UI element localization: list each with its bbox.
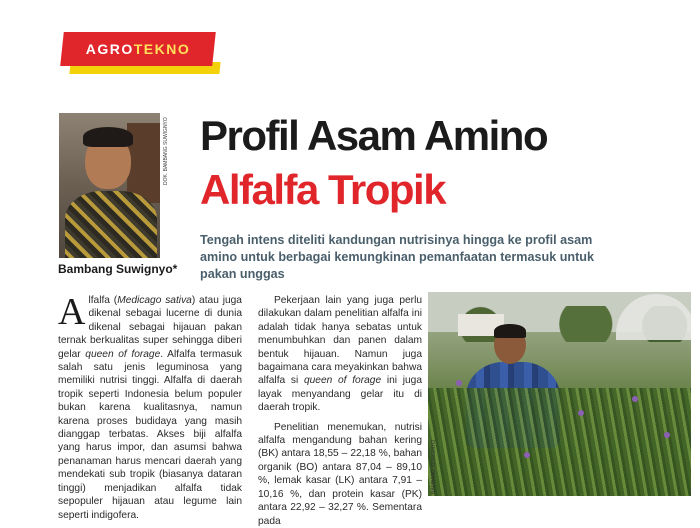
field-photo-credit: BAMBANG SUWIGNYO [431,439,437,494]
section-tag-pointer [92,56,104,66]
author-photo [59,113,160,258]
author-photo-hair [83,127,133,147]
text-run: . Alfalfa termasuk salah satu jenis leguminosa yang memiliki nutrisi tinggi. Alfalfa di daerah tropik seperti Indonesia belum populer bukan karena kualitasnya, namun karena proses budidaya yang masih dianggap terbatas. Akses biji alfalfa yang harus impor, dan asumsi bahwa penanaman harus mencari daerah yang mendekati sub tropik (biasanya dataran tinggi) menjadikan alfalfa tidak sepopuler hijauan atau legume lain seperti indigofera. [58,348,243,521]
paragraph [258,294,422,415]
photo-flower [632,396,638,402]
photo-flower [578,410,584,416]
text-run: lfalfa ( [88,295,118,306]
photo-person-hair [494,324,526,338]
section-tag-label [62,32,214,66]
field-photo [428,292,691,496]
section-tag-part2: TEKNO [133,41,191,57]
article-subtitle: Tengah intens diteliti kandungan nutrisinya hingga ke profil asam amino untuk berbagai kemungkinan pemanfaatan termasuk untuk pakan unggas [200,233,594,281]
text-run: Pekerjaan lain yang juga perlu dilakukan dalam penelitian alfalfa ini adalah tidak hanya sebatas untuk menumbuhkan dan panen dalam bentuk hijauan. Namun juga bagaimana cara meyakinkan bahwa alfalfa si [258,295,422,387]
article-title-line2: Alfalfa Tropik [200,166,446,213]
author-photo-shirt [65,191,157,258]
author-name: Bambang Suwignyo* [58,262,178,276]
section-tag [62,32,214,66]
body-column-2 [258,294,422,528]
paragraph [58,291,243,522]
photo-flower [456,380,462,386]
section-tag-part1: AGRO [85,41,134,57]
paragraph: Penelitian menemukan, nutrisi alfalfa mengandung bahan kering (BK) antara 18,55 – 22,18 %, bahan organik (BO) antara 87,04 – 89,10 %, lemak kasar (LK) antara 7,91 – 10,16 %, dan protein kasar (PK) antara 22,92 – 32,27 %. Sementara pada [258,421,422,527]
italic-term: Medicago sativa [117,295,192,306]
article-title-line1: Profil Asam Amino [200,112,548,159]
photo-flower [664,432,670,438]
photo-alfalfa-plants [428,388,691,496]
italic-term: queen of forage [85,348,161,360]
text-run: ini juga layak menyandang gelar itu di daerah tropik. [258,375,422,414]
italic-term: queen of forage [303,375,382,387]
body-column-1 [58,291,243,522]
text-run: ) atau juga dikenal sebagai lucerne di dunia dikenal sebagai hijauan pakan ternak berkualitas super sehingga diberi gelar [58,295,242,360]
photo-flower [524,452,530,458]
author-photo-credit: DOK. BAMBANG SUWIGNYO [163,117,169,185]
dropcap: A [58,291,86,333]
